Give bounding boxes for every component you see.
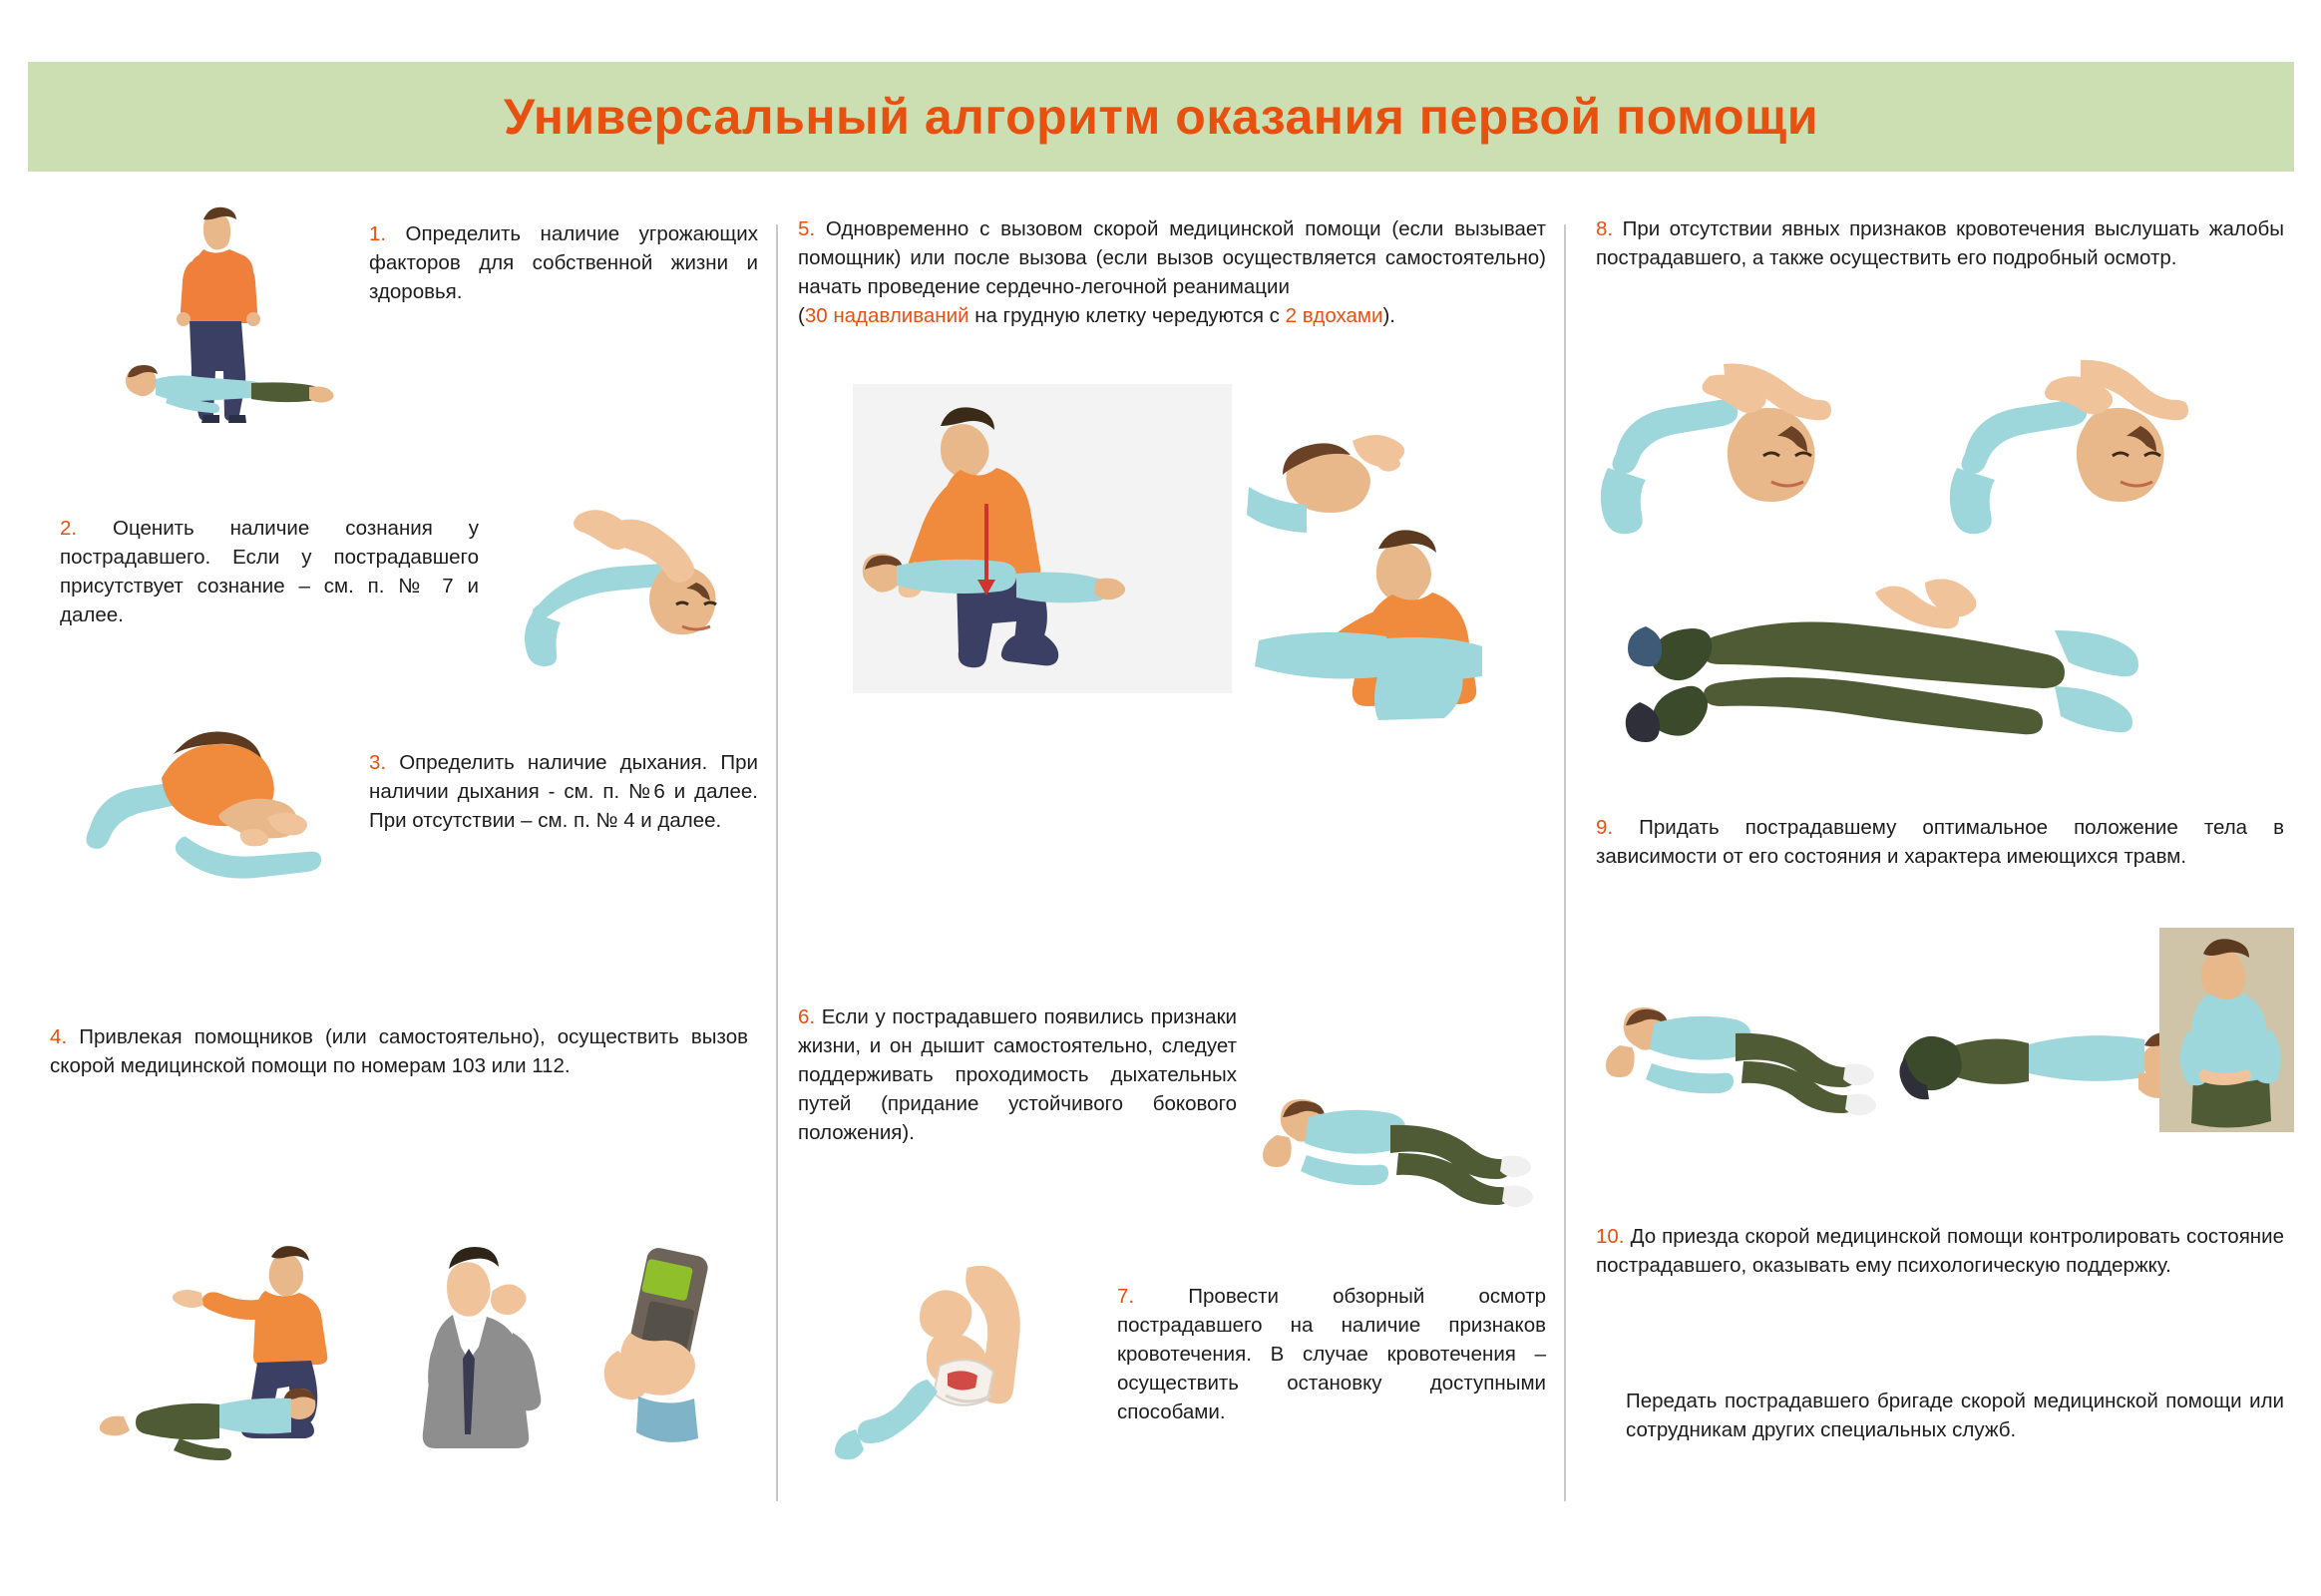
column-2 (788, 209, 1561, 1496)
step-1-number: 1. (369, 222, 387, 245)
illustration-body-examination-legs (1626, 579, 2244, 788)
step-3-number: 3. (369, 751, 387, 774)
illustration-standing-man-over-lying-victim (70, 200, 369, 429)
step-4-text (50, 1022, 748, 1080)
illustration-recovery-position (1247, 1087, 1566, 1237)
step-5-paren-open: ( (798, 304, 805, 328)
step-9-text (1596, 813, 2284, 871)
step-10-text (1596, 1222, 2284, 1280)
step-8-body: При отсутствии явных признаков кровотечения выслушать жалобы пострадавшего, а также осуществить его подробный осмотр. (1596, 217, 2284, 270)
step-1-body: Определить наличие угрожающих факторов для собственной жизни и здоровья. (369, 222, 758, 304)
step-9-number: 9. (1596, 816, 1614, 839)
illustration-bandaging-bleeding-arm (818, 1262, 1097, 1491)
illustration-rescue-breaths (1247, 409, 1546, 698)
closing-paragraph-body: Передать пострадавшего бригаде скорой медицинской помощи или сотрудникам других специальных служб. (1626, 1390, 2284, 1442)
illustration-head-examination-left (1606, 364, 1935, 564)
illustration-position-recovery (1596, 988, 1895, 1137)
illustration-calling-for-help-and-phone (80, 1227, 758, 1486)
step-5-text (798, 214, 1546, 330)
step-7-body: Провести обзорный осмотр пострадавшего на наличие признаков кровотечения. В случае кровотечения – осуществить остановку доступными способами. (1117, 1285, 1546, 1424)
header-band (28, 62, 2294, 172)
column-1 (40, 209, 768, 1496)
step-7-number: 7. (1117, 1285, 1135, 1308)
step-6-number: 6. (798, 1005, 816, 1028)
step-5-compressions: 30 надавливаний (804, 304, 969, 328)
illustration-position-legs-bent (1895, 988, 2194, 1137)
illustration-position-sitting (2159, 928, 2294, 1137)
step-4-body: Привлекая помощников (или самостоятельно), осуществить вызов скорой медицинской помощи по номерам 103 или 112. (50, 1025, 749, 1078)
step-5-middle: на грудную клетку чередуются с (968, 304, 1286, 328)
step-3-body: Определить наличие дыхания. При наличии дыхания - см. п. №6 и далее. При отсутствии – см. п. № 4 и далее. (369, 751, 759, 833)
step-2-text (60, 514, 479, 629)
step-2-number: 2. (60, 517, 78, 540)
step-5-number: 5. (798, 217, 816, 240)
step-1-text (369, 219, 758, 306)
step-6-text (798, 1002, 1237, 1148)
closing-paragraph (1626, 1387, 2284, 1444)
step-10-body: До приезда скорой медицинской помощи контролировать состояние пострадавшего, оказывать ему психологическую поддержку. (1596, 1225, 2284, 1278)
step-8-text (1596, 214, 2284, 272)
step-10-number: 10. (1596, 1225, 1625, 1248)
step-5-body-main: Одновременно с вызовом скорой медицинской помощи (если вызывает помощник) или после вызова (если вызов осуществляется самостоятельно) начать проведение сердечно-легочной реанимации (798, 217, 1546, 299)
step-3-text (369, 748, 758, 835)
step-4-number: 4. (50, 1025, 68, 1048)
page-title: Универсальный алгоритм оказания первой помощи (504, 89, 1818, 145)
illustration-head-examination-right (1955, 364, 2284, 564)
step-5-breaths: 2 вдохами (1285, 304, 1383, 328)
content-columns (0, 209, 2321, 1506)
illustration-rescuer-listening-to-breathing (70, 718, 369, 908)
column-3 (1586, 209, 2284, 1496)
step-7-text (1117, 1282, 1546, 1427)
step-6-body: Если у пострадавшего появились признаки жизни, и он дышит самостоятельно, следует поддерживать проходимость дыхательных путей (придание устойчивого бокового положения). (798, 1005, 1237, 1145)
illustration-chest-compressions (853, 384, 1232, 693)
step-8-number: 8. (1596, 217, 1614, 240)
step-5-paren-close: ). (1382, 304, 1395, 328)
step-2-body: Оценить наличие сознания у пострадавшего. Если у пострадавшего присутствует сознание – см. п. № 7 и далее. (60, 517, 479, 627)
step-9-body: Придать пострадавшему оптимальное положение тела в зависимости от его состояния и характера имеющихся травм. (1596, 816, 2284, 869)
illustration-hands-shaking-victim-shoulders (519, 509, 778, 698)
